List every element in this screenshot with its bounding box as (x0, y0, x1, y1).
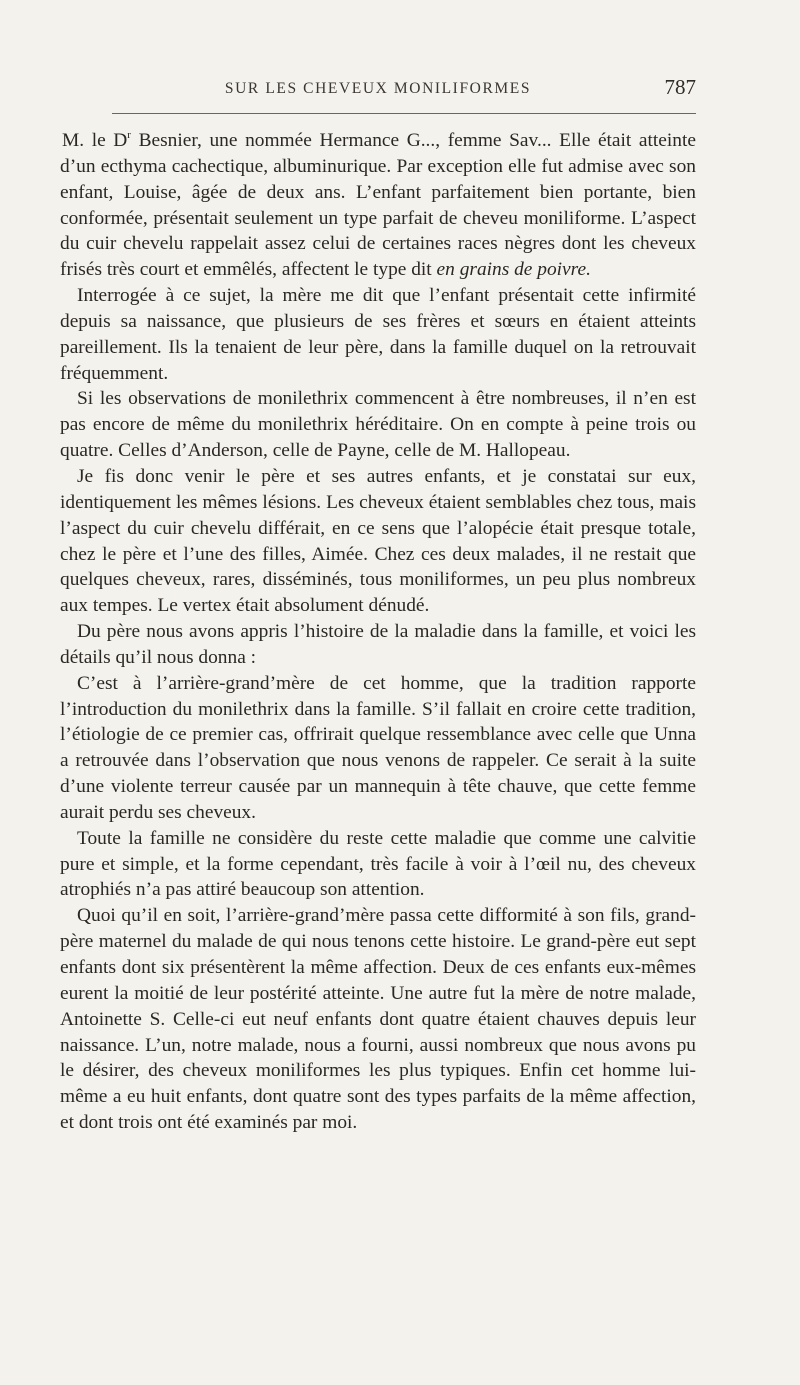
header-rule (112, 113, 696, 114)
paragraph-text: M. le D (62, 130, 128, 151)
paragraph: Quoi qu’il en soit, l’arrière-grand’mère passa cette difformité à son fils, grand-père maternel du malade de qui nous tenons cette histoire. Le grand-père eut sept enfants dont six présentèrent la même affection. Deux de ces enfants eux-mêmes eurent la moitié de leur postérité atteinte. Une autre fut la mère de notre malade, Antoinette S. Celle-ci eut neuf enfants dont quatre étaient chauves depuis leur naissance. L’un, notre malade, nous a fourni, aussi nombreux que nous avons pu le désirer, des cheveux moniliformes les plus typiques. Enfin cet homme lui-même a eu huit enfants, dont quatre sont des types parfaits de la même affection, et dont trois ont été examinés par moi. (60, 905, 696, 1134)
paragraph: C’est à l’arrière-grand’mère de cet homme, que la tradition rapporte l’introduction du monilethrix dans la famille. S’il fallait en croire cette tradition, l’étiologie de ce premier cas, offrirait quelque ressemblance avec celle que Unna a retrouvée dans l’observation que nous venons de rappeler. Ce serait à la suite d’une violente terreur causée par un mannequin à tête chauve, que cette femme aurait perdu ses cheveux. (60, 672, 696, 823)
superscript: r (127, 129, 131, 141)
paragraph-text: Besnier, une nommée Hermance G..., femme Sav... Elle était atteinte d’un ecthyma cachectique, albuminurique. Par exception elle fut admise avec son enfant, Louise, âgée de deux ans. L’enfant parfaitement bien portante, bien conformée, présentait seulement un type parfait de cheveu moniliforme. L’aspect du cuir chevelu rappelait assez celui de certaines races nègres dont les cheveux frisés très court et emmêlés, affectent le type dit (60, 130, 696, 281)
paragraph: Du père nous avons appris l’histoire de la maladie dans la famille, et voici les détails qu’il nous donna : (60, 621, 696, 668)
paragraph: Si les observations de monilethrix commencent à être nombreuses, il n’en est pas encore de même du monilethrix héréditaire. On en compte à peine trois ou quatre. Celles d’Anderson, celle de Payne, celle de M. Hallopeau. (60, 388, 696, 462)
page-number: 787 (664, 75, 696, 99)
page-header (60, 72, 696, 106)
paragraph: Toute la famille ne considère du reste cette maladie que comme une calvitie pure et simple, et la forme cependant, très facile à voir à l’œil nu, des cheveux atrophiés n’a pas attiré beaucoup son attention. (60, 827, 696, 901)
paragraph: Je fis donc venir le père et ses autres enfants, et je constatai sur eux, identiquement les mêmes lésions. Les cheveux étaient semblables chez tous, mais l’aspect du cuir chevelu différait, en ce sens que l’alopécie était presque totale, chez le père et l’une des filles, Aimée. Chez ces deux malades, il ne restait que quelques cheveux, rares, disséminés, tous moniliformes, un peu plus nombreux aux tempes. Le vertex était absolument dénudé. (60, 465, 696, 617)
running-title: SUR LES CHEVEUX MONILIFORMES (224, 80, 532, 97)
paragraph (60, 128, 696, 283)
italic-phrase: en grains de poivre. (436, 259, 591, 281)
paragraph: Interrogée à ce sujet, la mère me dit que l’enfant présentait cette infirmité depuis sa naissance, que plusieurs de ses frères et sœurs en étaient atteints pareillement. Ils la tenaient de leur père, dans la famille duquel on la retrouvait fréquemment. (60, 285, 696, 384)
body-text (60, 128, 696, 1136)
